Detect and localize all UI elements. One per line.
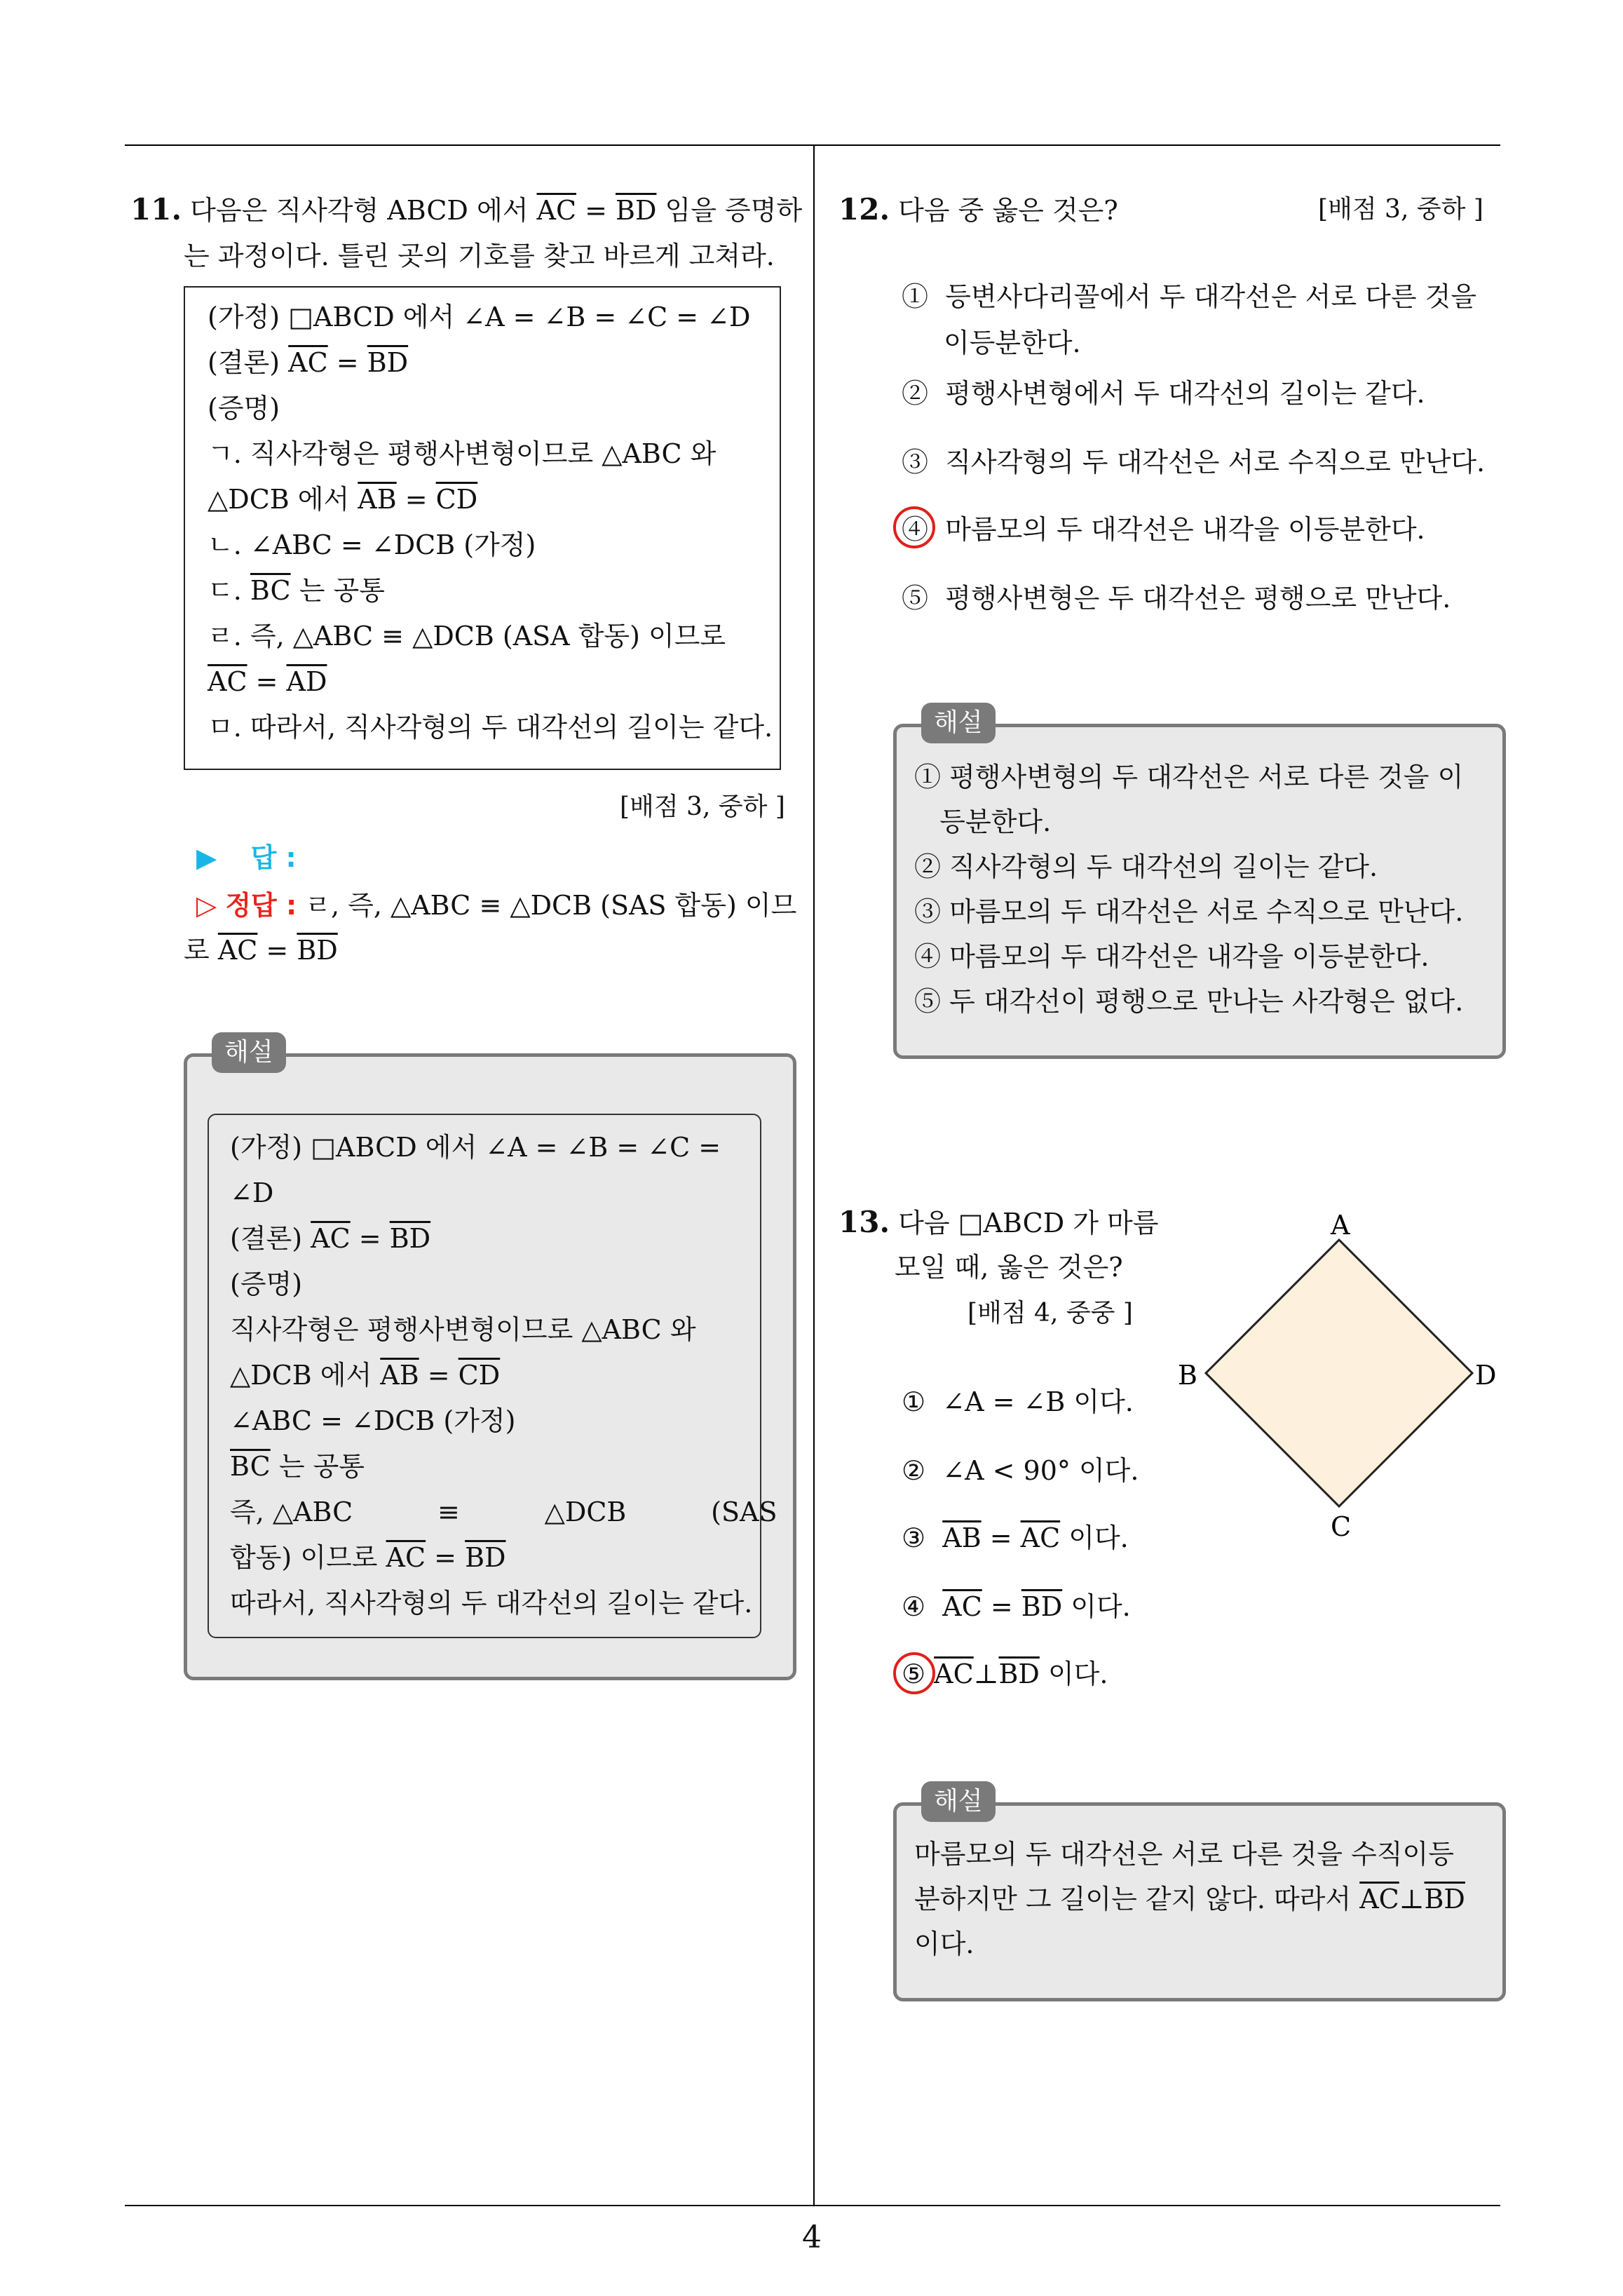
q11-number: 11. (130, 192, 182, 227)
q11-score: [배점 3, 중하 ] (620, 792, 785, 821)
proof-line-6: ㄴ. ∠ABC = ∠DCB (가정) (208, 529, 536, 560)
sol11-line-4: (증명) (230, 1269, 303, 1299)
q11-text1: 다음은 직사각형 ABCD 에서 (190, 195, 529, 226)
q13-score: [배점 4, 중중 ] (967, 1299, 1133, 1328)
q13-choice-2[interactable]: ② ∠A < 90° 이다. (902, 1455, 1139, 1486)
sol12-line-4: ③ 마름모의 두 대각선은 서로 수직으로 만난다. (914, 896, 1464, 927)
q12-solution-tag: 해설 (921, 703, 996, 743)
q13-choice-5[interactable]: ⑤ $\overline{AC}\perp\overline{BD}$ 이다. (902, 1659, 1108, 1689)
proof-line-4: ㄱ. 직사각형은 평행사변형이므로 △ABC 와 (208, 438, 717, 469)
sol11-line-1: (가정) □ABCD 에서 ∠A = ∠B = ∠C = (230, 1132, 721, 1163)
proof-line-2: (결론) $\overline{AC} = \overline{BD}$ (208, 347, 409, 378)
correct-label: 정답 : (225, 890, 297, 921)
sol13-line-1: 마름모의 두 대각선은 서로 다른 것을 수직이등 (914, 1839, 1454, 1870)
sol11-line-7: ∠ABC = ∠DCB (가정) (230, 1405, 516, 1436)
q11-correct-line2: 로 $\overline{AC} = \overline{BD}$ (184, 935, 338, 966)
proof-line-9: $\overline{AC} = \overline{AD}$ (208, 666, 327, 697)
q12-number: 12. (838, 192, 890, 227)
q11-solution-inner-box (208, 1114, 777, 1638)
q13-line1 (838, 1199, 1158, 1246)
sol12-line-3: ② 직사각형의 두 대각선의 길이는 같다. (914, 851, 1378, 882)
sol11-line-10: 합동) 이므로 $\overline{AC} = \overline{BD}$ (230, 1542, 506, 1573)
q11-line2: 는 과정이다. 틀린 곳의 기호를 찾고 바르게 고쳐라. (184, 241, 775, 271)
q12-text: 다음 중 옳은 것은? (898, 195, 1118, 226)
vertex-label-a: A (1331, 1213, 1350, 1241)
q11-solution-tag: 해설 (212, 1032, 286, 1073)
q12-choice-1[interactable]: ① 등변사다리꼴에서 두 대각선은 서로 다른 것을 (902, 281, 1477, 312)
q11-line1: 11. 다음은 직사각형 ABCD 에서 $\overline{AC} = \overline{BD}$ 임을 증명하 (130, 192, 803, 227)
page-number: 4 (802, 2220, 822, 2255)
sol11-line-2: ∠D (230, 1177, 274, 1208)
answer-label: 답 : (250, 842, 297, 873)
rhombus-shape (1206, 1240, 1472, 1506)
proof-line-3: (증명) (208, 393, 280, 424)
sol11-line-8: $\overline{BC}$ 는 공통 (230, 1451, 365, 1482)
vertex-label-b: B (1178, 1360, 1197, 1391)
answer-arrow-icon: ▶ (196, 842, 217, 873)
bottom-rule (125, 2205, 1500, 2206)
q12-choice-5[interactable]: ⑤ 평행사변형은 두 대각선은 평행으로 만난다. (902, 583, 1451, 614)
q13-answer-circle-mark (893, 1652, 935, 1694)
sol13-line-2: 분하지만 그 길이는 같지 않다. 따라서 $\overline{AC}\perp\overline{BD}$ (914, 1884, 1465, 1915)
q11-answer (196, 835, 297, 881)
q12-choice-2[interactable]: ② 평행사변형에서 두 대각선의 길이는 같다. (902, 378, 1425, 409)
proof-line-1: (가정) □ABCD 에서 ∠A = ∠B = ∠C = ∠D (208, 302, 751, 332)
q11-proof-box (184, 286, 781, 770)
q13-choice-4[interactable]: ④ $\overline{AC} = \overline{BD}$ 이다. (902, 1591, 1131, 1622)
sol12-line-5: ④ 마름모의 두 대각선은 내각을 이등분한다. (914, 941, 1430, 972)
sol11-line-5: 직사각형은 평행사변형이므로 △ABC 와 (230, 1314, 696, 1345)
q12-answer-circle-mark (893, 506, 935, 548)
sol11-line-3: (결론) $\overline{AC} = \overline{BD}$ (230, 1223, 431, 1254)
q13-solution-text (914, 1832, 1465, 1966)
q12-question (838, 187, 1118, 234)
q13-text1: 다음 □ABCD 가 마름 (898, 1208, 1159, 1238)
q11-correct-line1 (196, 882, 796, 928)
q12-choice-4[interactable]: ④ 마름모의 두 대각선은 내각을 이등분한다. (902, 514, 1425, 545)
proof-line-5: △DCB 에서 $\overline{AB} = \overline{CD}$ (208, 484, 478, 515)
q11-seg-bd: $\overline{BD}$ (616, 195, 657, 226)
q13-solution-tag: 해설 (921, 1781, 996, 1822)
q11-seg-ac: $\overline{AC}$ (536, 195, 577, 226)
q12-score: [배점 3, 중하 ] (1318, 195, 1483, 224)
proof-line-8: ㄹ. 즉, △ABC ≡ △DCB (ASA 합동) 이므로 (208, 621, 726, 651)
q12-choice-1-cont: 이등분한다. (944, 327, 1081, 358)
sol13-line-3: 이다. (914, 1929, 975, 1959)
q13-choice-3[interactable]: ③ $\overline{AB} = \overline{AC}$ 이다. (902, 1522, 1129, 1553)
proof-line-7: ㄷ. $\overline{BC}$ 는 공통 (208, 575, 385, 606)
rhombus-figure (1178, 1213, 1500, 1550)
q12-choice-3[interactable]: ③ 직사각형의 두 대각선은 서로 수직으로 만난다. (902, 447, 1486, 478)
correct-text: ㄹ, 즉, △ABC ≡ △DCB (SAS 합동) 이므 (305, 890, 797, 921)
sol11-line-9: 즉, △ABC ≡ △DCB (SAS (230, 1497, 777, 1527)
sol11-line-6: △DCB 에서 $\overline{AB} = \overline{CD}$ (230, 1360, 501, 1391)
sol12-line-1: ① 평행사변형의 두 대각선은 서로 다른 것을 이 (914, 762, 1464, 792)
q13-choice-1[interactable]: ① ∠A = ∠B 이다. (902, 1386, 1134, 1417)
q13-number: 13. (838, 1205, 890, 1239)
q13-line2: 모일 때, 옳은 것은? (895, 1252, 1123, 1283)
correct-arrow-icon: ▷ (196, 890, 217, 921)
sol11-line-11: 따라서, 직사각형의 두 대각선의 길이는 같다. (230, 1588, 753, 1619)
q12-solution-text (914, 755, 1463, 1024)
sol12-line-6: ⑤ 두 대각선이 평행으로 만나는 사각형은 없다. (914, 986, 1464, 1017)
vertex-label-d: D (1475, 1360, 1497, 1391)
vertex-label-c: C (1331, 1511, 1352, 1542)
sol12-line-2: 등분한다. (914, 806, 1052, 837)
q11-text1-post: 임을 증명하 (665, 195, 803, 226)
column-divider (813, 144, 815, 2206)
proof-line-10: ㅁ. 따라서, 직사각형의 두 대각선의 길이는 같다. (208, 712, 773, 743)
top-rule (125, 144, 1500, 146)
